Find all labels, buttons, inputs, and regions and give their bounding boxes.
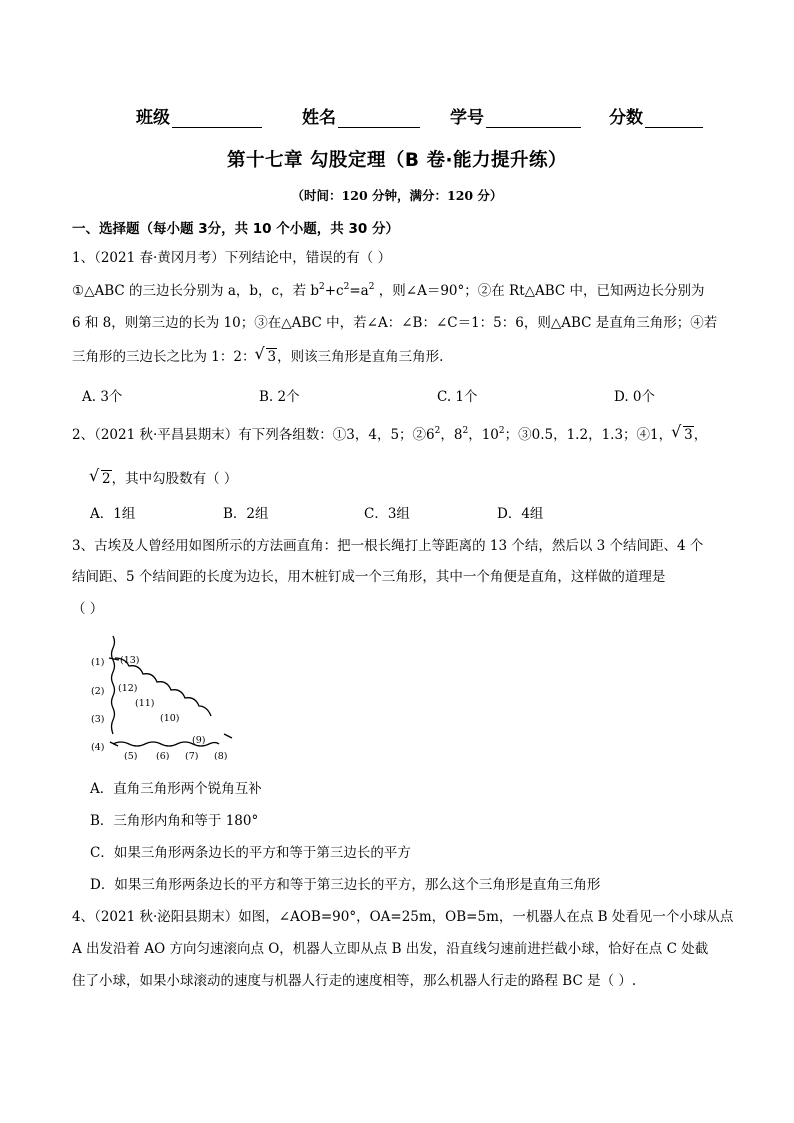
- q1-stem: 1、（2021 春·黄冈月考）下列结论中，错误的有（ ）: [72, 250, 392, 266]
- knot-label: (6): [156, 751, 170, 760]
- q3-line2: 结间距、5 个结间距的长度为边长，用木桩钉成一个三角形，其中一个角便是直角，这样做的道理是: [72, 569, 666, 585]
- score-blank[interactable]: [645, 109, 703, 128]
- name-blank[interactable]: [338, 109, 420, 128]
- q3-option-a[interactable]: A．直角三角形两个锐角互补: [90, 781, 262, 797]
- knot-label: (1): [91, 657, 105, 668]
- knot-label: (11): [135, 698, 155, 709]
- class-blank[interactable]: [172, 109, 262, 128]
- q2-line1: 2、（2021 秋·平昌县期末）有下列各组数：①3，4，5；$②6^2$，$8^2$，$10^2$；③0.5，1.2，1.3；④1，√ 3，: [72, 425, 707, 445]
- q1-line2: 6 和 8，则第三边的长为 10；③在△ABC 中，若∠A：∠B：∠C＝1：5：6，则△ABC 是直角三角形；④若: [72, 315, 718, 331]
- knot-label: (9): [192, 735, 206, 746]
- knot-label: (8): [214, 751, 228, 760]
- sqrt-2: √ 2: [90, 469, 112, 489]
- q3-option-c[interactable]: C．如果三角形两条边长的平方和等于第三边长的平方: [90, 845, 411, 861]
- q3-option-b[interactable]: B．三角形内角和等于 180°: [90, 813, 259, 829]
- q3-line1: 3、古埃及人曾经用如图所示的方法画直角：把一根长绳打上等距离的 13 个结，然后以 3 个结间距、4 个: [72, 538, 704, 554]
- knot-label: (10): [160, 713, 180, 724]
- q1-line3: 三角形的三边长之比为 1：2：√ 3，则该三角形是直角三角形.: [72, 347, 443, 367]
- student-id-label: 学号: [450, 108, 484, 128]
- section-heading: 一、选择题（每小题 3分，共 10 个小题，共 30 分）: [72, 221, 399, 237]
- rope-triangle-figure: [86, 630, 246, 760]
- knot-label: (7): [185, 751, 199, 760]
- student-id-field[interactable]: [450, 103, 581, 128]
- knot-label: (2): [91, 686, 105, 697]
- knot-label: (12): [118, 683, 138, 694]
- class-label: 班级: [136, 108, 170, 128]
- class-field[interactable]: [136, 103, 262, 128]
- page-subtitle: （时间：120 分钟，满分：120 分）: [291, 188, 503, 203]
- q4-line3: 住了小球，如果小球滚动的速度与机器人行走的速度相等，那么机器人行走的路程 BC 是（ ）.: [72, 973, 637, 989]
- q2-option-a[interactable]: A．1组: [90, 506, 136, 522]
- q4-line2: A 出发沿着 AO 方向匀速滚向点 O，机器人立即从点 B 出发，沿直线匀速前进拦截小球，恰好在点 C 处截: [72, 941, 709, 957]
- sqrt-3: √ 3: [672, 425, 694, 445]
- q1-line1: ①△ABC 的三边长分别为 a，b，c，若 $b^2+c^2=a^2$ ，则∠A＝90°；②在 Rt△ABC 中，已知两边长分别为: [72, 282, 705, 299]
- knot-label: (5): [124, 751, 138, 760]
- q4-line1: 4、（2021 秋·泌阳县期末）如图，∠AOB=90°，OA=25m，OB=5m，一机器人在点 B 处看见一个小球从点: [72, 909, 734, 925]
- knot-label: (3): [91, 714, 105, 725]
- q2-option-c[interactable]: C．3组: [364, 506, 410, 522]
- q2-option-b[interactable]: B．2组: [223, 506, 269, 522]
- score-field[interactable]: [609, 103, 703, 128]
- student-info-fields: [136, 103, 736, 128]
- q1-option-b[interactable]: B. 2个: [259, 389, 300, 405]
- q2-line2: √ 2，其中勾股数有（ ）: [90, 469, 237, 489]
- student-id-blank[interactable]: [486, 109, 581, 128]
- sqrt-3: √ 3: [255, 347, 277, 367]
- q1-option-a[interactable]: A. 3个: [82, 389, 123, 405]
- q1-option-c[interactable]: C. 1个: [437, 389, 478, 405]
- q3-line3: （ ）: [72, 601, 104, 617]
- q1-option-d[interactable]: D. 0个: [614, 389, 656, 405]
- knot-label: (13): [120, 655, 140, 666]
- knot-label: (4): [91, 742, 105, 753]
- name-field[interactable]: [302, 103, 420, 128]
- q2-option-d[interactable]: D．4组: [497, 506, 544, 522]
- page-title: 第十七章 勾股定理（B 卷·能力提升练）: [226, 150, 567, 171]
- name-label: 姓名: [302, 108, 336, 128]
- q3-option-d[interactable]: D．如果三角形两条边长的平方和等于第三边长的平方，那么这个三角形是直角三角形: [90, 877, 601, 893]
- score-label: 分数: [609, 108, 643, 128]
